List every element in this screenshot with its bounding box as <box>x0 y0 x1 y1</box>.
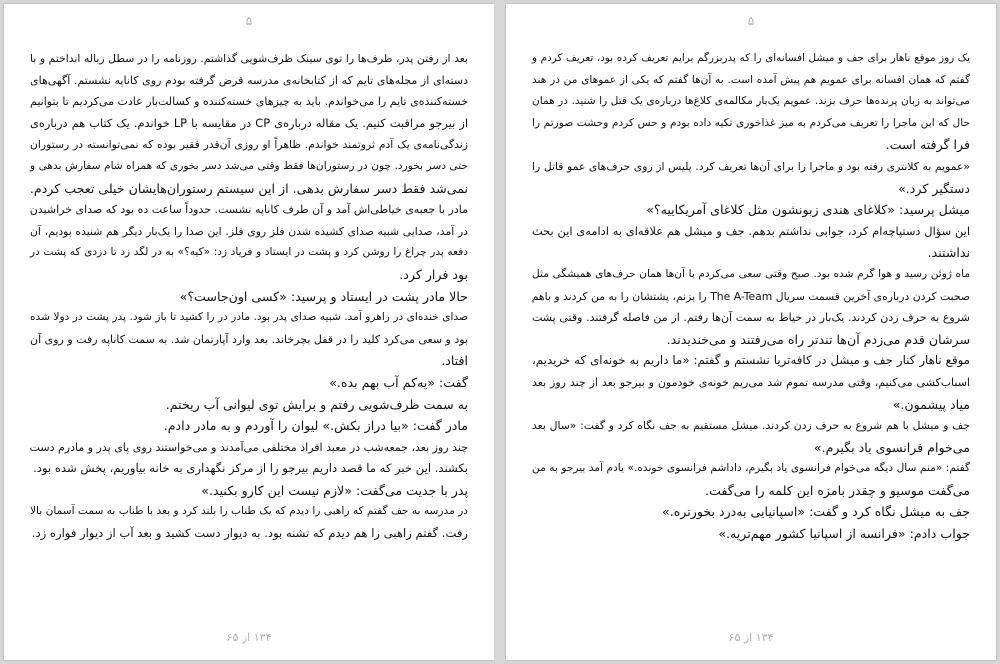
text-line: این سؤال دستپاچه‌ام کرد، جوابی نداشتم بدهم. جف و میشل هم علاقه‌ای به ادامه‌ی این بحث <box>532 223 970 238</box>
text-line: سرشان قدم می‌زدم آن‌ها تندتر راه می‌رفتند و می‌خندیدند. <box>666 331 970 347</box>
text-line: گفتم: «منم سال دیگه می‌خوام فرانسوی یاد بگیرم، داداشم فرانسوی خونده.» یادم آمد بیرجو به من <box>532 462 970 475</box>
text-line: بعد از رفتن پدر، ظرف‌ها را توی سینک ظرف‌شویی گذاشتم. روزنامه را در سطل زباله انداختم و با <box>30 52 468 65</box>
text-line: میاد پیشمون.» <box>892 396 970 412</box>
text-line: «عمویم به کلانتری رفته بود و ماجرا را برای آن‌ها تعریف کرد. پلیس از روی حرف‌های عمو قاتل را <box>532 159 970 173</box>
text-line: نمی‌شد فقط دسر سفارش بدهی. از این سیستم رستوران‌هایشان خیلی تعجب کردم. <box>29 180 468 196</box>
text-line: به سمت ظرف‌شویی رفتم و برایش توی لیوانی آب ریختم. <box>165 396 468 412</box>
page-number-top: ۵ <box>245 14 253 28</box>
text-line: خسته‌کننده‌ی تایم را می‌خواندم. باید به چیزهای خسته‌کننده و کسالت‌بار عادت می‌کردیم تا بتوانیم <box>30 95 468 109</box>
text-line: مادر با جعبه‌ی خیاطی‌اش آمد و آن طرف کاناپه نشست. حدوداً ساعت ده بود که صدای خراشیدن <box>29 203 468 217</box>
text-line: یک روز موقع ناهار برای جف و میشل افسانه‌ای را که پدربزرگم برایم تعریف کرده بود، تعریف کردم و <box>532 52 970 64</box>
text-line: می‌گفت موسیو و چقدر بامزه این کلمه را می‌گفت. <box>704 482 970 498</box>
right-text-block <box>532 48 970 545</box>
text-line: مادر گفت: «بیا دراز بکش.» لیوان را آوردم و به مادر دادم. <box>163 418 468 434</box>
text-line: گفتم که همان افسانه برای عمویم هم پیش آمده است. به آن‌ها گفتم که یکی از عموهای من در هند <box>532 73 970 86</box>
text-line: رفت. گفتم راهبی را هم دیدم که تشنه بود. به دیوار دست کشید و بعد آب از دیوار فواره زد. <box>31 526 468 541</box>
text-line: از بیرجو مراقبت کنیم. یک مقاله درباره‌ی CP در مقایسه با LP خواندم. یک کتاب هم درباره‌ی <box>30 115 468 130</box>
text-line: بود و سعی می‌کرد کلید را در قفل بچرخاند. بعد وارد آپارتمان شد. به سمت کاناپه رفت و روی آن <box>30 332 468 346</box>
left-text-block <box>30 48 468 545</box>
text-line: ماه ژوئن رسید و هوا گرم شده بود. صبح وقتی سعی می‌کردم با آن‌ها همان حرف‌های همیشگی مثل <box>532 267 970 280</box>
text-line: در مدرسه به جف گفتم که راهبی را دیدم که یک طناب را بلند کرد و بعد با طناب به سمت آسمان بالا <box>30 505 468 518</box>
text-line: نداشتند. <box>927 245 970 261</box>
page-gutter <box>494 0 506 664</box>
text-line: حال که این ماجرا را تعریف می‌کردم به میز غذاخوری تکیه داده بودم و حس کردم وحشت صورتم را <box>532 116 970 129</box>
text-line: جواب دادم: «فرانسه از اسپانیا کشور مهم‌تریه.» <box>718 526 970 542</box>
text-line: گفت: «یه‌کم آب بهم بده.» <box>329 374 468 390</box>
text-line: افتاد. <box>441 353 468 369</box>
text-line: جف به میشل نگاه کرد و گفت: «اسپانیایی به‌درد بخورتره.» <box>661 504 970 520</box>
text-line: فرا گرفته است. <box>885 137 970 153</box>
left-page <box>4 4 494 660</box>
text-line: در آمد، صدایی شبیه صدای کشیده شدن فلز روی فلز. این صدا را یک‌بار دیگر هم شنیده بودیم، آن <box>30 224 468 238</box>
text-line: می‌خوام فرانسوی یاد بگیرم.» <box>813 439 970 455</box>
right-page <box>506 4 996 660</box>
text-line: حالا مادر پشت در ایستاد و پرسید: «کسی اون‌جاست؟» <box>179 288 468 304</box>
text-line: بود فرار کرد. <box>399 266 468 282</box>
text-line: حتی دسر بخورد. چون در رستوران‌ها فقط وقتی می‌شد دسر بخوری که همراه شام سفارش بدهی و <box>30 159 468 172</box>
text-line: شروع به حرف زدن کردند. یک‌بار در حیاط به سمت آن‌ها رفتم. از من فاصله گرفتند. وقتی پشت <box>532 311 970 325</box>
text-line: زندگی‌نامه‌ی یک آدم ثروتمند خواندم. ظاهراً او روزی آن‌قدر فقیر بوده که نمی‌توانسته در رستوران <box>30 138 468 152</box>
text-line: دفعه پدر چراغ را روشن کرد و پشت در ایستاد و فریاد زد: «کیه؟» به در لگد زد تا دزدی که پشت در <box>30 246 468 259</box>
page-number-bottom: ۱۳۴ از ۶۵ <box>226 631 272 644</box>
text-line: صحبت کردن درباره‌ی آخرین قسمت سریال The A-Team را بزنم، پشتشان را به من کردند و باهم <box>531 289 970 303</box>
page-number-bottom: ۱۳۴ از ۶۵ <box>728 631 774 644</box>
text-line: اسباب‌کشی می‌کنیم، وقتی مدرسه تموم شد می‌ریم خونه‌ی خودمون و بیرجو بعد از چند روز بعد <box>532 375 970 389</box>
text-line: جف و میشل با هم شروع به حرف زدن کردند. میشل مستقیم به جف نگاه کرد و گفت: «سال بعد <box>532 419 970 433</box>
page-number-top: ۵ <box>747 14 755 28</box>
text-line: میشل پرسید: «کلاغای هندی زبونشون مثل کلاغای آمریکاییه؟» <box>646 202 970 218</box>
text-line: چند روز بعد، جمعه‌شب در معبد افراد مختلفی می‌آمدند و می‌خواستند روی پای پدر و مادرم دست <box>29 440 468 454</box>
text-line: بکشند. این خبر که ما قصد داریم بیرجو را از مرکز نگهداری به خانه بیاوریم، پخش شده بود. <box>33 461 468 476</box>
text-line: دستگیر کرد.» <box>898 180 970 196</box>
text-line: موقع ناهار کنار جف و میشل در کافه‌تریا نشستم و گفتم: «ما داریم به خونه‌ای که خریدیم، <box>532 353 970 368</box>
text-line: پدر با جدیت می‌گفت: «لازم نیست این کارو بکنید.» <box>201 482 468 498</box>
text-line: صدای خنده‌ای در راهرو آمد. شبیه صدای پدر بود. مادر در را کشید تا باز شود. پدر پشت در دولا شده <box>30 311 468 324</box>
text-line: دسته‌ای از مجله‌های تایم که از کتابخانه‌ی مدرسه قرض گرفته بودم روی کاناپه نشستم. آگهی‌های <box>30 73 468 87</box>
text-line: می‌تواند به زبان پرنده‌ها حرف بزند. عمویم یک‌بار مکالمه‌ی کلاغ‌ها درباره‌ی یک قتل را شنید. در همان <box>532 95 970 108</box>
